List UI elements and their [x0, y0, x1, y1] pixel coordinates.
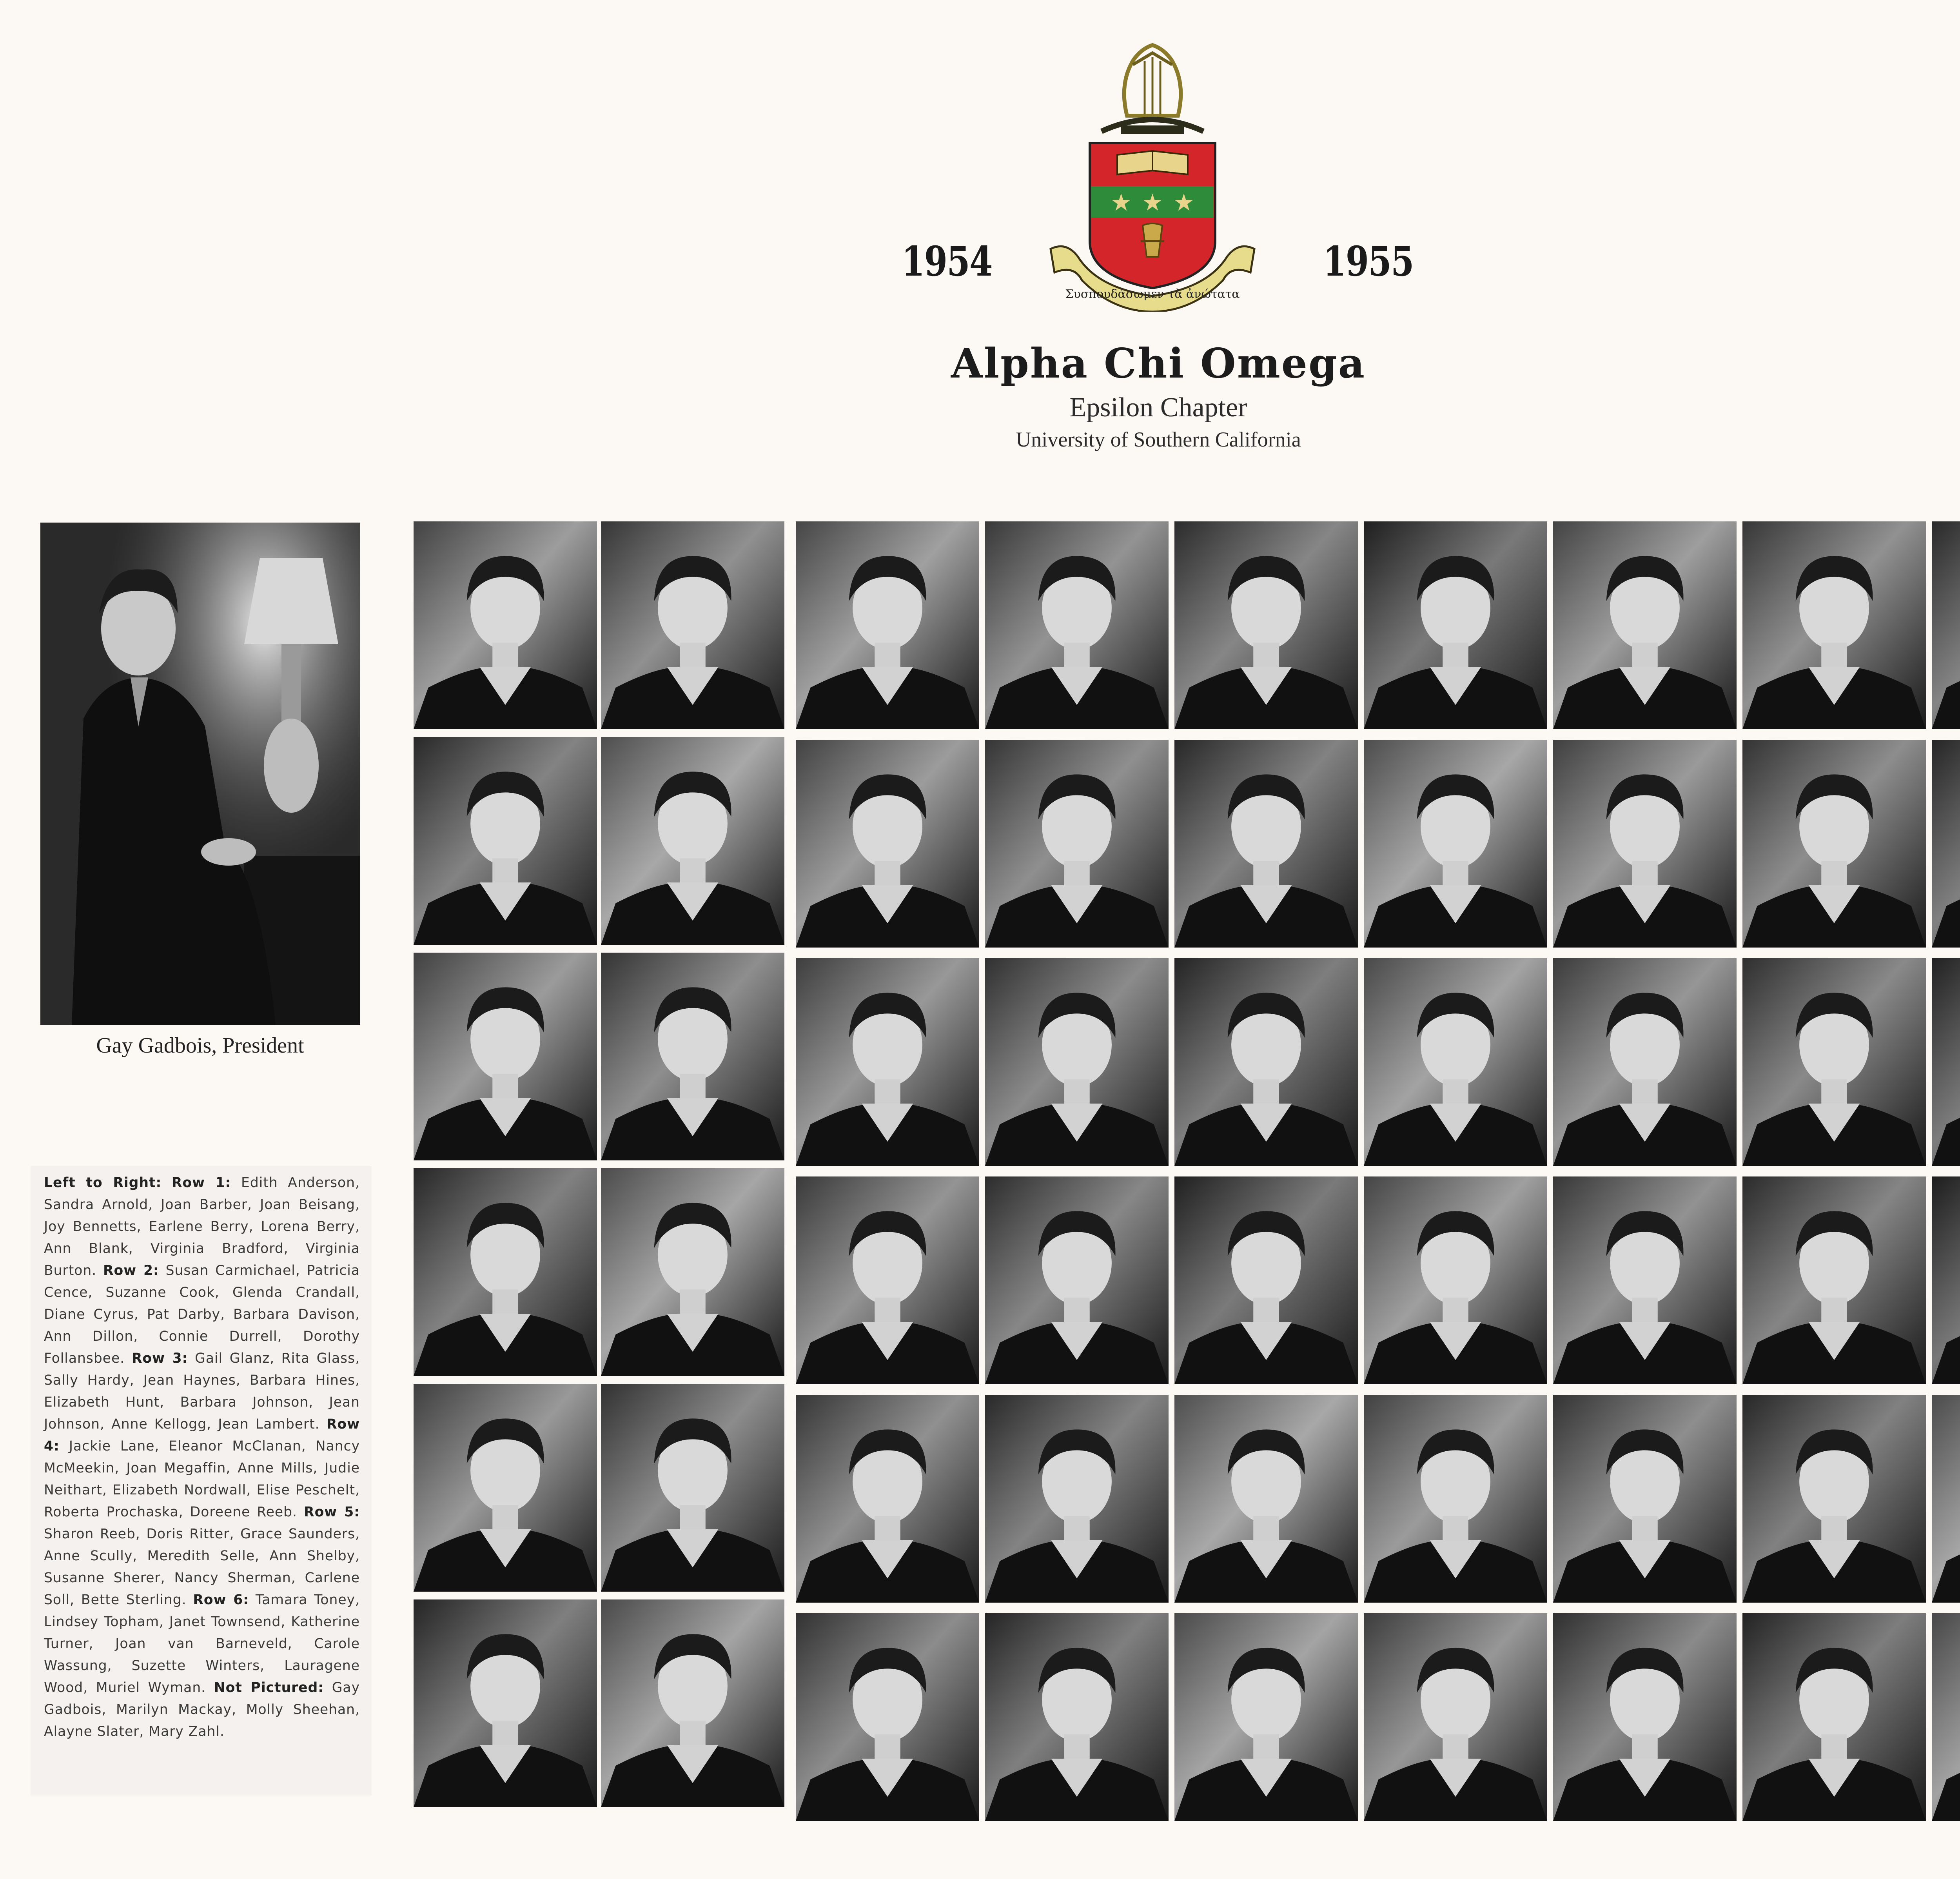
- member-portrait: [1364, 1395, 1547, 1603]
- member-portrait: [985, 1613, 1169, 1821]
- member-portrait: [1742, 521, 1926, 729]
- member-portrait: [985, 958, 1169, 1166]
- member-portrait: [1553, 958, 1737, 1166]
- row-label: Row 6:: [193, 1592, 249, 1608]
- member-portrait: [601, 737, 784, 945]
- row-names: Gail Glanz, Rita Glass, Sally Hardy, Jean Haynes, Barbara Hines, Elizabeth Hunt, Barbara Johnson, Jean Johnson, Anne Kellogg, Jean Lambert.: [44, 1351, 360, 1432]
- member-portrait: [1553, 1176, 1737, 1384]
- portrait-grid-large: [796, 521, 1960, 1821]
- row-names: Sharon Reeb, Doris Ritter, Grace Saunders, Anne Scully, Meredith Selle, Ann Shelby, Susanne Sherer, Nancy Sherman, Carlene Soll, Bette Sterling.: [44, 1526, 360, 1608]
- member-portrait: [414, 737, 597, 945]
- row-names: Jackie Lane, Eleanor McClanan, Nancy McMeekin, Joan Megaffin, Anne Mills, Judie Neithart, Elizabeth Nordwall, Elise Peschelt, Roberta Prochaska, Doreene Reeb.: [44, 1438, 360, 1520]
- member-portrait: [1742, 740, 1926, 948]
- row-label: Row 4:: [44, 1416, 360, 1454]
- names-lead-label: Left to Right:: [44, 1175, 162, 1191]
- row-names: Edith Anderson, Sandra Arnold, Joan Barber, Joan Beisang, Joy Bennetts, Earlene Berry, Lorena Berry, Ann Blank, Virginia Bradford, Virginia Burton.: [44, 1175, 360, 1278]
- not-pictured-label: Not Pictured:: [214, 1680, 324, 1696]
- year-right: 1955: [1323, 237, 1414, 285]
- member-portrait: [1364, 1176, 1547, 1384]
- row-label: Row 3:: [131, 1351, 188, 1366]
- member-portrait: [601, 1599, 784, 1807]
- member-portrait: [601, 953, 784, 1160]
- member-portrait: [1364, 521, 1547, 729]
- member-portrait: [414, 1384, 597, 1592]
- member-portrait: [985, 521, 1169, 729]
- row-label: Row 2:: [103, 1263, 159, 1278]
- president-caption: Gay Gadbois, President: [96, 1033, 304, 1058]
- row-names: Susan Carmichael, Patricia Cence, Suzanne Cook, Glenda Crandall, Diane Cyrus, Pat Darby, Barbara Davison, Ann Dillon, Connie Durrell, Dorothy Follansbee.: [44, 1263, 360, 1366]
- member-portrait: [1932, 521, 1960, 729]
- member-portrait: [601, 1168, 784, 1376]
- member-portrait: [796, 521, 979, 729]
- member-portrait: [1553, 740, 1737, 948]
- member-portrait: [1174, 1176, 1358, 1384]
- member-portrait: [601, 521, 784, 729]
- member-portrait: [796, 1395, 979, 1603]
- member-portrait: [1364, 1613, 1547, 1821]
- member-portrait: [601, 1384, 784, 1592]
- member-portrait: [1364, 740, 1547, 948]
- member-portrait: [1742, 1613, 1926, 1821]
- member-portrait: [985, 1395, 1169, 1603]
- member-portrait: [1932, 1176, 1960, 1384]
- member-portrait: [1174, 1395, 1358, 1603]
- member-portrait: [1174, 958, 1358, 1166]
- president-photo: [40, 523, 360, 1025]
- portrait-grid-small: [414, 521, 788, 1811]
- member-portrait: [1553, 1613, 1737, 1821]
- member-portrait: [1932, 1613, 1960, 1821]
- member-portrait: [414, 953, 597, 1160]
- svg-text:★: ★: [1173, 189, 1194, 216]
- member-portrait: [1364, 958, 1547, 1166]
- organization-name: Alpha Chi Omega: [951, 339, 1366, 387]
- member-portrait: [796, 740, 979, 948]
- member-portrait: [1174, 521, 1358, 729]
- shield-icon: [1090, 143, 1215, 288]
- member-portrait: [1174, 740, 1358, 948]
- crest-emblem: [1043, 37, 1262, 312]
- member-portrait: [1553, 1395, 1737, 1603]
- not-pictured-names: Gay Gadbois, Marilyn Mackay, Molly Sheehan, Alayne Slater, Mary Zahl.: [44, 1680, 360, 1739]
- member-portrait: [1742, 958, 1926, 1166]
- lyre-icon: [1102, 45, 1203, 134]
- member-portrait: [1742, 1395, 1926, 1603]
- svg-text:★: ★: [1142, 189, 1163, 216]
- chapter-name: Epsilon Chapter: [1069, 392, 1247, 423]
- year-left: 1954: [902, 237, 992, 285]
- svg-text:★: ★: [1111, 189, 1132, 216]
- member-portrait: [414, 521, 597, 729]
- member-portrait: [414, 1599, 597, 1807]
- member-portrait: [1553, 521, 1737, 729]
- member-portrait: [1932, 958, 1960, 1166]
- university-name: University of Southern California: [1016, 428, 1301, 451]
- member-portrait: [985, 740, 1169, 948]
- member-portrait: [1742, 1176, 1926, 1384]
- crest-motto: Συσπουδάσωμεν τὰ ἀνώτατα: [1065, 287, 1240, 301]
- member-portrait: [414, 1168, 597, 1376]
- names-listing: [31, 1166, 372, 1795]
- member-portrait: [796, 958, 979, 1166]
- member-portrait: [1932, 740, 1960, 948]
- member-portrait: [985, 1176, 1169, 1384]
- member-portrait: [796, 1613, 979, 1821]
- member-portrait: [796, 1176, 979, 1384]
- row-label: Row 1:: [171, 1175, 231, 1191]
- row-names: Tamara Toney, Lindsey Topham, Janet Townsend, Katherine Turner, Joan van Barneveld, Carole Wassung, Suzette Winters, Lauragene Wood, Muriel Wyman.: [44, 1592, 360, 1696]
- row-label: Row 5:: [304, 1504, 360, 1520]
- member-portrait: [1174, 1613, 1358, 1821]
- member-portrait: [1932, 1395, 1960, 1603]
